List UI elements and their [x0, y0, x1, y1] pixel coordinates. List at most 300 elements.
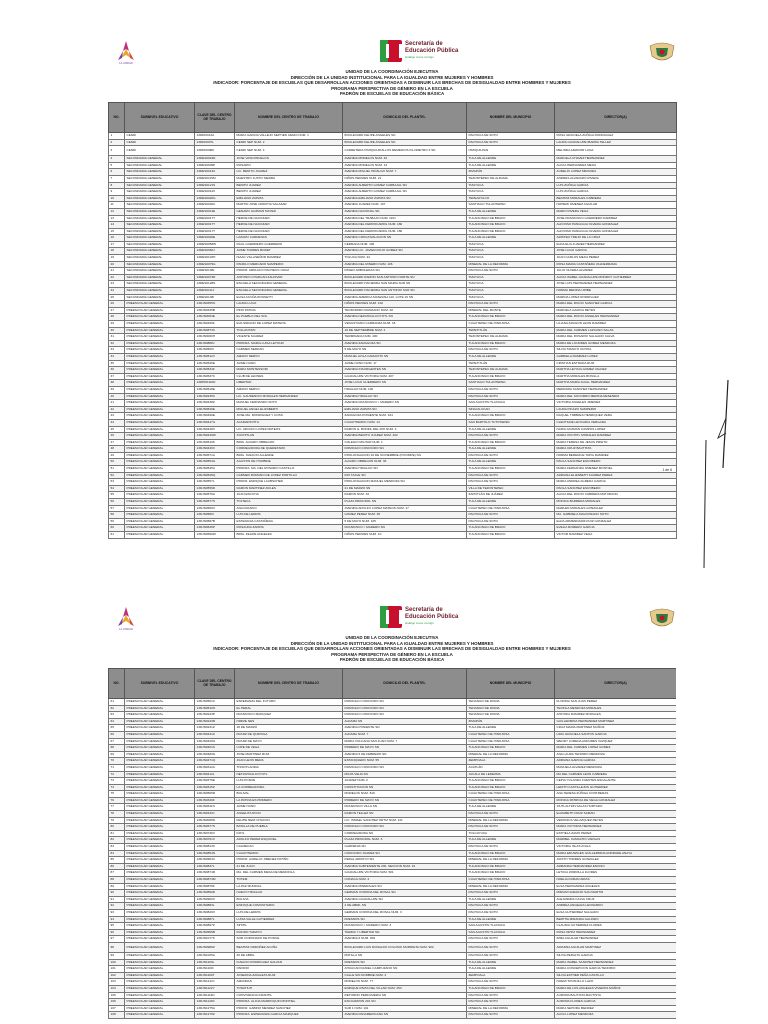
table-cell: NIÑOS HEROES NUM. 21: [343, 175, 467, 182]
table-cell: 13DJN0888J: [195, 340, 235, 347]
table-row: [109, 857, 677, 864]
table-cell: 13DJN1077K: [195, 936, 235, 943]
table-cell: PREESCOLAR GENERAL: [125, 492, 195, 499]
table-cell: PREESCOLAR GENERAL: [125, 386, 195, 393]
table-cell: 13DJN1114D: [195, 992, 235, 999]
schools-table: [108, 102, 677, 539]
table-cell: 17: [109, 241, 125, 248]
table-cell: AVENIDA MORELOS NUM. 32: [343, 156, 467, 163]
table-cell: 13DJN0677S: [195, 824, 235, 831]
table-cell: 103: [109, 979, 125, 986]
table-cell: 13DJN0556D: [195, 485, 235, 492]
table-cell: JUAN CARLOS MEJIA PEREZ: [555, 255, 677, 262]
table-cell: TULANCINGO DE BRAVO: [467, 985, 555, 992]
table-row: [109, 472, 677, 479]
table-cell: PERAL ARROYO SN: [343, 857, 467, 864]
table-cell: MARIA DEL SOCORRO MEDINA RESENDIZ: [555, 393, 677, 400]
table-cell: 13DJN0510K: [195, 439, 235, 446]
table-cell: BENITO JUAREZ: [235, 189, 343, 196]
table-cell: 13DES0108L: [195, 268, 235, 275]
table-cell: TOLCAYUCA: [467, 830, 555, 837]
table-row: [109, 235, 677, 242]
table-cell: XOCHITLAN: [235, 433, 343, 440]
table-cell: SAN AGUSTIN TLAXIACA: [467, 923, 555, 930]
table-cell: TIZAYUCA: [467, 182, 555, 189]
table-cell: PRIMERO DE MAYO SN: [343, 797, 467, 804]
table-row: [109, 393, 677, 400]
table-cell: MARIA DE LOURDES GOMEZ MENDOZA: [555, 340, 677, 347]
table-cell: AURELIO LOPEZ MIRANDA: [555, 169, 677, 176]
table-cell: SECUNDARIA GENERAL: [125, 189, 195, 196]
table-cell: LIC. BENITO JUAREZ: [235, 169, 343, 176]
table-cell: PACHUCA DE SOTO: [467, 1012, 555, 1019]
table-cell: TULANCINGO DE BRAVO: [467, 784, 555, 791]
table-cell: TULA DE ALLENDE: [467, 896, 555, 903]
table-cell: NIMIZE NES: [235, 718, 343, 725]
table-row: [109, 314, 677, 321]
table-row: [109, 373, 677, 380]
table-cell: 13DES0020C: [195, 202, 235, 209]
table-cell: 13DJN0571A: [195, 452, 235, 459]
table-cell: LAURA PICAZO SAMPERIO: [555, 406, 677, 413]
table-cell: BOULEVARD FELIPE ANGELES SN: [343, 132, 467, 139]
table-cell: SECUNDARIA GENERAL: [125, 202, 195, 209]
table-row: [109, 241, 677, 248]
table-row: [109, 466, 677, 473]
table-cell: PREESCOLAR GENERAL: [125, 314, 195, 321]
table-cell: 13DJN1212J: [195, 979, 235, 986]
table-cell: 13DES0060J: [195, 248, 235, 255]
table-cell: FLORINA SAN JUAN PEREZ: [555, 698, 677, 705]
table-cell: CUAUHTEMOC: [235, 850, 343, 857]
table-cell: ANDREA ANGELES LEONARDO: [555, 903, 677, 910]
table-cell: TEPEAPULCO: [467, 195, 555, 202]
table-cell: 13DJN0554G: [195, 459, 235, 466]
table-cell: ANTONIO CHADUAN ZALDIVAR: [235, 274, 343, 281]
table-row: [109, 182, 677, 189]
table-cell: 13DES0013A: [195, 169, 235, 176]
table-cell: MARIA ISABEL SANCHEZ HERNANDEZ: [555, 959, 677, 966]
table-cell: 13DJN0761X: [195, 837, 235, 844]
table-cell: PREESCOLAR GENERAL: [125, 499, 195, 506]
table-cell: TULANCINGO DE BRAVO: [467, 466, 555, 473]
table-cell: 8: [109, 182, 125, 189]
table-row: [109, 863, 677, 870]
table-cell: LIC. GAUDENCIO MORALES HERNANDEZ: [235, 393, 343, 400]
table-row: [109, 916, 677, 923]
table-cell: SANTIAGO TULANTEPEC: [467, 202, 555, 209]
unit-heading: UNIDAD DE LA COORDINACIÓN EJECUTIVA: [345, 69, 439, 74]
table-cell: 62: [109, 705, 125, 712]
table-cell: MARCELA CHAVEZ HERNANDEZ: [555, 156, 677, 163]
table-cell: FRANZ DE QUIROGA: [235, 731, 343, 738]
table-cell: ANTONIA RAMIREZ MORALES: [555, 712, 677, 719]
table-cell: PACHUCA DE SOTO: [467, 433, 555, 440]
table-cell: 32: [109, 340, 125, 347]
table-cell: EL PUEBLO DEL SOL: [235, 314, 343, 321]
table-row: [109, 725, 677, 732]
table-cell: PREESCOLAR GENERAL: [125, 459, 195, 466]
table-cell: 13DES0128S: [195, 281, 235, 288]
table-cell: 68: [109, 745, 125, 752]
table-cell: TULANCINGO DE BRAVO: [467, 314, 555, 321]
table-row: [109, 189, 677, 196]
table-cell: 13DJN1122Y: [195, 985, 235, 992]
table-cell: PREESCOLAR GENERAL: [125, 929, 195, 936]
table-cell: AVENIDA NACIONAL SN: [343, 208, 467, 215]
table-cell: MARLEN MORALES GONZALEZ: [555, 505, 677, 512]
table-row: [109, 764, 677, 771]
table-row: [109, 406, 677, 413]
unit-logo-icon: [114, 604, 138, 632]
table-cell: CONVIVENCIA INFANTIL: [235, 992, 343, 999]
table-cell: 88: [109, 877, 125, 884]
table-cell: PREESCOLAR GENERAL: [125, 426, 195, 433]
table-cell: 48: [109, 446, 125, 453]
table-cell: 55: [109, 492, 125, 499]
table-row: [109, 518, 677, 525]
table-cell: 13DJN0878F: [195, 883, 235, 890]
table-cell: MARIA EDUWIGES GUILLERMINA ANDRADE ANAYA: [555, 850, 677, 857]
table-cell: MARIA FERNANDA JIMENEZ MONTIEL: [555, 466, 677, 473]
table-cell: TULA DE ALLENDE: [467, 916, 555, 923]
table-cell: PREESCOLAR GENERAL: [125, 321, 195, 328]
table-cell: ZIMAPÁN: [467, 718, 555, 725]
column-header: NOMBRE DEL CENTRO DE TRABAJO: [235, 668, 343, 698]
table-row: [109, 419, 677, 426]
table-cell: 7: [109, 175, 125, 182]
table-cell: AURORA FLORES GARCIA: [555, 999, 677, 1006]
table-cell: 5 DE MAYO NUM. 105: [343, 518, 467, 525]
table-cell: 13DJN0449V: [195, 446, 235, 453]
table-cell: MARIA ANDREA AGREDA GARCIA: [555, 479, 677, 486]
table-cell: PREESCOLAR GENERAL: [125, 446, 195, 453]
table-cell: ENRIQUE RIVAS DEL VILLAR NUM. 253: [343, 985, 467, 992]
table-row: [109, 139, 677, 146]
table-row: [109, 1012, 677, 1019]
table-cell: AVENIDA DEL FERROCARRIL NUM. 180: [343, 228, 467, 235]
table-cell: ANGELITA ROJO: [235, 811, 343, 818]
table-cell: PACHUCA DE SOTO: [467, 512, 555, 519]
table-cell: VERONICA VELAZQUEZ REYES: [555, 817, 677, 824]
table-cell: PREESCOLAR GENERAL: [125, 393, 195, 400]
table-cell: MINERAL DE LA REFORMA: [467, 1005, 555, 1012]
table-row: [109, 999, 677, 1006]
table-cell: ADRIANA ELIZABETH SUAREZ PEREZ: [555, 472, 677, 479]
table-cell: ESTEFANIA CASTAÑEDA: [235, 518, 343, 525]
table-cell: ROSAURA ZAPATA: [235, 525, 343, 532]
table-cell: MINERAL DE LA REFORMA: [467, 883, 555, 890]
table-cell: PREESCOLAR GENERAL: [125, 745, 195, 752]
table-cell: PACHUCA DE SOTO: [467, 132, 555, 139]
table-cell: EL PERAL: [235, 705, 343, 712]
table-cell: PREESCOLAR GENERAL: [125, 916, 195, 923]
table-cell: NIÑOS HEROES NUM. 102: [343, 301, 467, 308]
table-cell: PROLONGACION MANUEL MENDOZA SN: [343, 479, 467, 486]
table-cell: 13DJN0068N: [195, 817, 235, 824]
table-header-row: [109, 668, 677, 698]
table-cell: HEROE DE NACOZARI: [235, 222, 343, 229]
table-cell: BEATRIZ MORALES CABRERA: [555, 195, 677, 202]
table-cell: PROFR. GABINO MENDEZ SANCHEZ: [235, 1005, 343, 1012]
table-cell: MARIA DEL ROSARIO SALGADO CALVA: [555, 334, 677, 341]
table-row: [109, 380, 677, 387]
table-cell: LUIS DE LEDRIS: [235, 909, 343, 916]
table-cell: LOPE DE VEGA: [235, 745, 343, 752]
table-cell: BOLIVIA: [235, 896, 343, 903]
table-cell: PREESCOLAR GENERAL: [125, 903, 195, 910]
table-cell: ALICIA HERNANDEZ MEJIA: [555, 162, 677, 169]
table-cell: 13DES0012X: [195, 189, 235, 196]
table-cell: AMANRAS: [235, 979, 343, 986]
table-cell: 13DJN0580I: [195, 512, 235, 519]
table-cell: FELIPE NERI CHACON: [235, 817, 343, 824]
table-cell: TULANCINGO DE BRAVO: [467, 745, 555, 752]
table-cell: 90: [109, 890, 125, 897]
table-cell: 61: [109, 532, 125, 539]
table-cell: 84: [109, 850, 125, 857]
table-cell: JOSE LUGO GUERRERO SN: [343, 380, 467, 387]
table-cell: 13DJN1160T: [195, 972, 235, 979]
table-cell: AVENIDA MINERALES SN: [343, 883, 467, 890]
table-cell: 13DPR0110D: [195, 380, 235, 387]
table-cell: DOMICILIO CONOCIDO SN: [343, 705, 467, 712]
table-cell: 50: [109, 459, 125, 466]
table-cell: MEDRARA SANCHEZ HERNANDEZ: [555, 386, 677, 393]
table-cell: COLEGIO MILITAR NUM. 1: [343, 439, 467, 446]
program-heading: PROGRAMA PERSPECTIVA DE GÉNERO EN LA ESCUELA: [331, 85, 453, 91]
table-cell: 13DES0040E: [195, 235, 235, 242]
table-cell: TEZONTEPEC DE ALDAMA: [467, 175, 555, 182]
table-cell: AVENIDA 5 DE FEBRERO SN: [343, 751, 467, 758]
table-row: [109, 327, 677, 334]
table-cell: TERMINADA NUM. 400: [343, 334, 467, 341]
table-cell: PROFRA. MARIA LUISA LETOUR: [235, 340, 343, 347]
table-row: [109, 281, 677, 288]
table-cell: JUAREZ NUM. 2: [343, 778, 467, 785]
table-cell: 89: [109, 883, 125, 890]
table-cell: PREESCOLAR GENERAL: [125, 992, 195, 999]
table-cell: JAIME NUNO NUM. 17: [343, 360, 467, 367]
table-cell: TOTEM: [235, 877, 343, 884]
table-row: [109, 321, 677, 328]
table-cell: PACHUCA DE SOTO: [467, 979, 555, 986]
table-cell: AURORA BAUTISTA BAUTISTA: [555, 992, 677, 999]
table-cell: PREESCOLAR GENERAL: [125, 380, 195, 387]
table-cell: PREESCOLAR GENERAL: [125, 751, 195, 758]
table-cell: RAUL GUERRERO GUERRERO: [235, 241, 343, 248]
table-cell: PREESCOLAR GENERAL: [125, 738, 195, 745]
table-cell: 14: [109, 222, 125, 229]
table-cell: MANUELA ALVAREZ MENDOZA: [555, 764, 677, 771]
table-cell: AHUACAN DANIEL CAMPUZANO SN: [343, 966, 467, 973]
table-cell: BOLIVAL: [235, 791, 343, 798]
table-cell: 13DJN1103L: [195, 959, 235, 966]
table-row: [109, 837, 677, 844]
table-cell: PACHUCA DE SOTO: [467, 386, 555, 393]
table-cell: PREESCOLAR GENERAL: [125, 532, 195, 539]
document-headings: [108, 69, 676, 97]
table-cell: EMILIANO ZAPATA SN: [343, 406, 467, 413]
table-cell: 13DJN0854N: [195, 850, 235, 857]
table-cell: PREESCOLAR GENERAL: [125, 406, 195, 413]
direction-heading: DIRECCIÓN DE LA UNIDAD INSTITUCIONAL PARA LA IGUALDAD ENTRE MUJERES Y HOMBRES: [290, 640, 494, 646]
table-row: [109, 485, 677, 492]
table-cell: PREESCOLAR GENERAL: [125, 712, 195, 719]
table-cell: CORREGIDORA SN: [343, 830, 467, 837]
table-row: [109, 222, 677, 229]
table-cell: TIZAYUCA: [467, 274, 555, 281]
table-cell: 13DJN0401S: [195, 745, 235, 752]
table-cell: SECUNDARIA GENERAL: [125, 268, 195, 275]
table-cell: MARTHA MARIA IGUAL HERNANDEZ: [555, 380, 677, 387]
table-cell: VICENTE SUAREZ: [235, 334, 343, 341]
table-cell: 20 DE ABRIL: [235, 952, 343, 959]
table-cell: TULANCINGO DE BRAVO: [467, 850, 555, 857]
table-cell: ALDAMA SN: [343, 718, 467, 725]
table-cell: 13DJN0499F: [195, 321, 235, 328]
table-cell: PACHUCA DE SOTO: [467, 811, 555, 818]
table-cell: TULANCINGO DE BRAVO: [467, 340, 555, 347]
table-cell: TULA DE ALLENDE: [467, 353, 555, 360]
table-cell: AVENIDA LIC. JAVIER ROJO GOMEZ SN: [343, 248, 467, 255]
table-cell: 36: [109, 367, 125, 374]
table-cell: CONOCIDO JUAREZ SN: [343, 850, 467, 857]
table-cell: BATALLA DE PUEBLA: [235, 824, 343, 831]
table-cell: CRISTIAN ESTRADA RUIZ: [555, 360, 677, 367]
table-cell: 78: [109, 811, 125, 818]
table-cell: ZAPOTLÁN DE JUÁREZ: [467, 492, 555, 499]
table-cell: ESCUELA SECUNDARIA GENERAL: [235, 281, 343, 288]
table-cell: ZEMPOALA: [467, 758, 555, 765]
table-row: [109, 698, 677, 705]
table-cell: 13DJN0060H: [195, 334, 235, 341]
table-cell: 13DJN0509I: [195, 347, 235, 354]
table-cell: ONORIO: [235, 966, 343, 973]
table-cell: HIDALGO NUM. 100: [343, 386, 467, 393]
table-row: [109, 712, 677, 719]
table-cell: 13DES0014E: [195, 208, 235, 215]
table-cell: 13DJN1140C: [195, 999, 235, 1006]
table-cell: 72: [109, 771, 125, 778]
table-cell: CUAUTEPEC DE HINOJOSA: [467, 731, 555, 738]
table-cell: AGUSTIN DE ITURBIDE: [235, 459, 343, 466]
table-cell: PROFRA. MA. DEL ROSARIO CASTILLO: [235, 466, 343, 473]
table-cell: TULA DE ALLENDE: [467, 499, 555, 506]
table-cell: PROLONGACION 16 DE NOVIEMBRE (POVIMPE) SN: [343, 452, 467, 459]
table-row: [109, 208, 677, 215]
table-cell: 13DJN0829X: [195, 909, 235, 916]
table-cell: MARIA XOCHITL MORALES RAMIREZ: [555, 433, 677, 440]
table-cell: TULANCINGO DE BRAVO: [467, 222, 555, 229]
table-cell: MIRIAM NARANJO SAN MARTIN: [555, 890, 677, 897]
table-cell: 13DJN0512V: [195, 353, 235, 360]
column-header: NO.: [109, 102, 125, 132]
table-cell: 44: [109, 419, 125, 426]
header-logos: [108, 34, 676, 68]
table-row: [109, 367, 677, 374]
table-cell: PACHUCA DE SOTO: [467, 903, 555, 910]
table-cell: PACHUCA DE SOTO: [467, 999, 555, 1006]
table-cell: RAMON G. BONFIL DEL RIO NUM. 4: [343, 426, 467, 433]
table-cell: TULA DE ALLENDE: [467, 959, 555, 966]
table-cell: ELDA ARMENDARIZ RUIZ GONZALEZ: [555, 518, 677, 525]
table-cell: BENITO JUAREZ: [235, 182, 343, 189]
indicator-heading: INDICADOR: PORCENTAJE DE ESCUELAS QUE DESARROLLAN ACCIONES ORIENTADAS A DISMINUIR LAS BRECHAS DE DESIGUALDAD ENTRE HOMBRES Y MUJERES: [213, 80, 571, 86]
table-cell: DOMICILIO CONOCIDO SN: [343, 712, 467, 719]
column-header: DIRECTOR(A): [555, 102, 677, 132]
table-cell: 13DJN0448X: [195, 426, 235, 433]
table-cell: JOSE VASCONCELOS: [235, 156, 343, 163]
table-cell: 96: [109, 929, 125, 936]
table-cell: PACHUCA DE SOTO: [467, 844, 555, 851]
table-cell: PREESCOLAR GENERAL: [125, 301, 195, 308]
table-cell: AVENIDA 6 NUM. 309: [343, 936, 467, 943]
table-row: [109, 386, 677, 393]
table-cell: PREESCOLAR GENERAL: [125, 863, 195, 870]
register-heading: PADRÓN DE ESCUELAS DE EDUCACIÓN BÁSICA: [339, 91, 445, 97]
table-cell: TULA DE ALLENDE: [467, 837, 555, 844]
table-cell: LUIS ZUÑIGA GARCIA: [555, 182, 677, 189]
table-cell: AVENIDA DEL MINERO NUM. 106: [343, 261, 467, 268]
table-cell: 71: [109, 764, 125, 771]
table-cell: AVENIDA JUAREZ NUM. 107: [343, 202, 467, 209]
table-cell: CALMECAC: [235, 844, 343, 851]
table-cell: SECUNDARIA GENERAL: [125, 255, 195, 262]
table-cell: LILIANA ARAGON LEON RAMIREZ: [555, 321, 677, 328]
table-cell: 41: [109, 400, 125, 407]
table-cell: 13DJN0557L: [195, 479, 235, 486]
table-cell: PROFRA. ALICIA MARROQUIN MONTIEL: [235, 999, 343, 1006]
table-cell: PREESCOLAR GENERAL: [125, 725, 195, 732]
table-cell: ANA TERESA ZÚÑIGA CONTRERAS: [555, 791, 677, 798]
table-cell: MARIA SEHORA MENDEZ: [555, 1005, 677, 1012]
table-cell: DOMICILIO CONOCIDO SN: [343, 698, 467, 705]
table-cell: 13DJN0530E: [195, 360, 235, 367]
table-cell: 69: [109, 751, 125, 758]
table-cell: ESCUELA SECUNDARIA GENERAL: [235, 288, 343, 295]
table-cell: VENUSTIANO CARRANZA NUM. 18: [343, 321, 467, 328]
table-row: [109, 738, 677, 745]
table-cell: PREESCOLAR GENERAL: [125, 327, 195, 334]
table-cell: MORELOS NUM. 810: [343, 791, 467, 798]
table-row: [109, 268, 677, 275]
table-cell: 13DES0017T: [195, 215, 235, 222]
table-cell: 92: [109, 903, 125, 910]
table-cell: ELISA ACUÑA ROSSETTI: [235, 294, 343, 301]
table-cell: ALEJANDRA CALVA CRUZ: [555, 896, 677, 903]
table-cell: 61: [109, 698, 125, 705]
table-cell: PREESCOLAR GENERAL: [125, 985, 195, 992]
table-cell: TOLLANTZIN: [235, 327, 343, 334]
table-cell: TULA DE ALLENDE: [467, 235, 555, 242]
table-cell: ELSA GUTIERREZ SALGADO: [555, 909, 677, 916]
table-cell: MONICA BARRERA MORALES: [555, 499, 677, 506]
table-cell: IRMA AGUILAR HERNANDEZ: [555, 936, 677, 943]
table-cell: PLAZA PRINCIPAL SN: [343, 499, 467, 506]
table-cell: PROFR. AURELIO JIMENEZ PATIÑO: [235, 857, 343, 864]
table-row: [109, 274, 677, 281]
table-cell: PACHUCA DE SOTO: [467, 992, 555, 999]
table-cell: CUAUHTEMOC NUM. 14: [343, 419, 467, 426]
table-cell: AVENIDA ALBERTO GOMEZ CARBAJAL SN: [343, 189, 467, 196]
table-cell: AVENIDA DEL TRABAJO NUM. 1101: [343, 215, 467, 222]
table-cell: FRESNOS SN: [343, 916, 467, 923]
table-cell: ZIMAPÁN: [467, 169, 555, 176]
table-cell: 13DJN0980Z: [195, 942, 235, 952]
table-row: [109, 784, 677, 791]
table-cell: AMADO NERVO: [235, 386, 343, 393]
